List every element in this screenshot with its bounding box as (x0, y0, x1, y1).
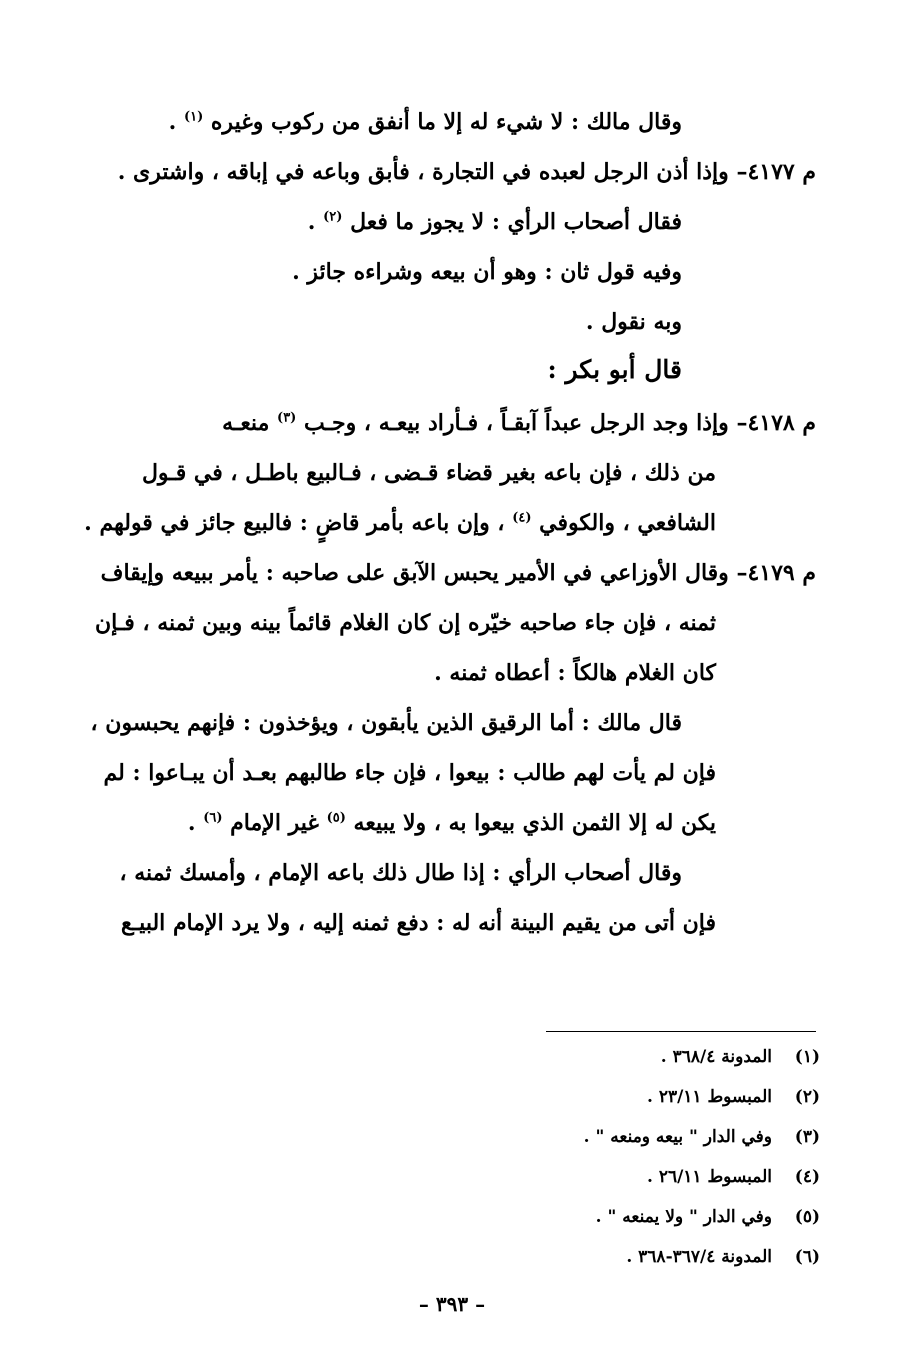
footnote-ref: (٣) (277, 410, 297, 426)
line-text: فإن لم يأت لهم طالب : بيعوا ، فإن جاء طالبهم بعـد أن يبـاعوا : لم (103, 760, 716, 786)
footnote-ref: (٦) (203, 810, 223, 826)
text-line-8 (142, 458, 716, 488)
line-text: منعـه (222, 410, 270, 436)
page-number: – ٣٩٣ – (418, 1292, 486, 1316)
footnote-label: (٦) (794, 1247, 820, 1267)
line-text: ، وإن باعه بأمر قاضٍ : فالبيع جائز في قولهم . (84, 510, 505, 536)
line-text: كان الغلام هالكاً : أعطاه ثمنه . (434, 660, 716, 686)
footnote-2 (647, 1085, 820, 1109)
footnote-ref: (٢) (323, 209, 343, 225)
footnote-text: المبسوط ٢٣/١١ . (646, 1087, 772, 1107)
footnote-ref: (٤) (512, 510, 532, 526)
footnote-ref: (٥) (326, 810, 346, 826)
text-line-1 (169, 107, 682, 137)
footnote-divider (546, 1031, 816, 1032)
footnote-label: (١) (794, 1047, 820, 1067)
footnote-text: المدونة ٣٦٧/٤-٣٦٨ . (626, 1247, 772, 1267)
footnote-label: (٢) (794, 1087, 820, 1107)
text-line-5 (586, 307, 682, 337)
text-line-12 (434, 658, 716, 688)
line-text: من ذلك ، فإن باعه بغير قضاء قـضى ، فـالبيع باطـل ، في قـول (141, 460, 716, 486)
punct: . (168, 109, 177, 135)
footnote-6 (626, 1245, 820, 1269)
line-text: وفيه قول ثان : وهو أن بيعه وشراءه جائز . (292, 259, 682, 285)
footnote-text: وفي الدار " بيعه ومنعه " . (583, 1127, 772, 1147)
text-line-16 (120, 858, 683, 888)
text-line-4 (292, 257, 682, 287)
line-text: م ٤١٧٩– وقال الأوزاعي في الأمير يحبس الآبق على صاحبه : يأمر ببيعه وإيقاف (100, 560, 816, 586)
footnote-4 (647, 1165, 820, 1189)
line-text: غير الإمام (230, 810, 319, 836)
footnote-1 (661, 1045, 820, 1069)
text-line-9 (84, 508, 716, 538)
footnote-3 (584, 1125, 820, 1149)
heading-text: قال أبو بكر : (547, 355, 682, 384)
punct: . (307, 209, 316, 235)
line-text: م ٤١٧٧– وإذا أذن الرجل لعبده في التجارة ، فأبق وباعه في إباقه ، واشترى . (117, 159, 816, 185)
footnote-text: المبسوط ٢٦/١١ . (646, 1167, 772, 1187)
line-text: الشافعي ، والكوفي (539, 510, 716, 536)
text-line-3 (308, 207, 682, 237)
line-text: وقال أصحاب الرأي : إذا طال ذلك باعه الإمام ، وأمسك ثمنه ، (119, 860, 682, 886)
footnote-label: (٣) (794, 1127, 820, 1147)
text-line-14 (103, 758, 716, 788)
footnote-text: وفي الدار " ولا يمنعه " . (595, 1207, 772, 1227)
line-text: فإن أتى من يقيم البينة أنه له : دفع ثمنه إليه ، ولا يرد الإمام البيـع (121, 910, 716, 936)
text-line-13 (91, 708, 682, 738)
footnote-label: (٤) (794, 1167, 820, 1187)
footnote-ref: (١) (183, 109, 204, 125)
text-line-15 (188, 808, 716, 838)
line-text: وبه نقول . (585, 309, 682, 335)
footnote-text: المدونة ٣٦٨/٤ . (660, 1047, 772, 1067)
issue-4177-line-1 (118, 157, 816, 187)
punct: . (187, 810, 196, 836)
line-text: م ٤١٧٨– وإذا وجد الرجل عبداً آبقـاً ، فـأراد بيعـه ، وجـب (304, 410, 816, 436)
footnote-label: (٥) (794, 1207, 820, 1227)
issue-4179-line-1 (101, 558, 816, 588)
line-text: ثمنه ، فإن جاء صاحبه خيّره إن كان الغلام قائماً بينه وبين ثمنه ، فـإن (94, 610, 716, 636)
line-text: فقال أصحاب الرأي : لا يجوز ما فعل (350, 209, 682, 235)
issue-4178-line-1 (222, 408, 816, 438)
line-text: قال مالك : أما الرقيق الذين يأبقون ، ويؤخذون : فإنهم يحبسون ، (90, 710, 682, 736)
text-line-11 (95, 608, 716, 638)
line-text: وقال مالك : لا شيء له إلا ما أنفق من ركوب وغيره (210, 109, 682, 135)
line-text: يكن له إلا الثمن الذي بيعوا به ، ولا يبيعه (353, 810, 716, 836)
text-line-17 (121, 908, 716, 938)
section-heading (548, 355, 682, 385)
footnote-5 (596, 1205, 820, 1229)
